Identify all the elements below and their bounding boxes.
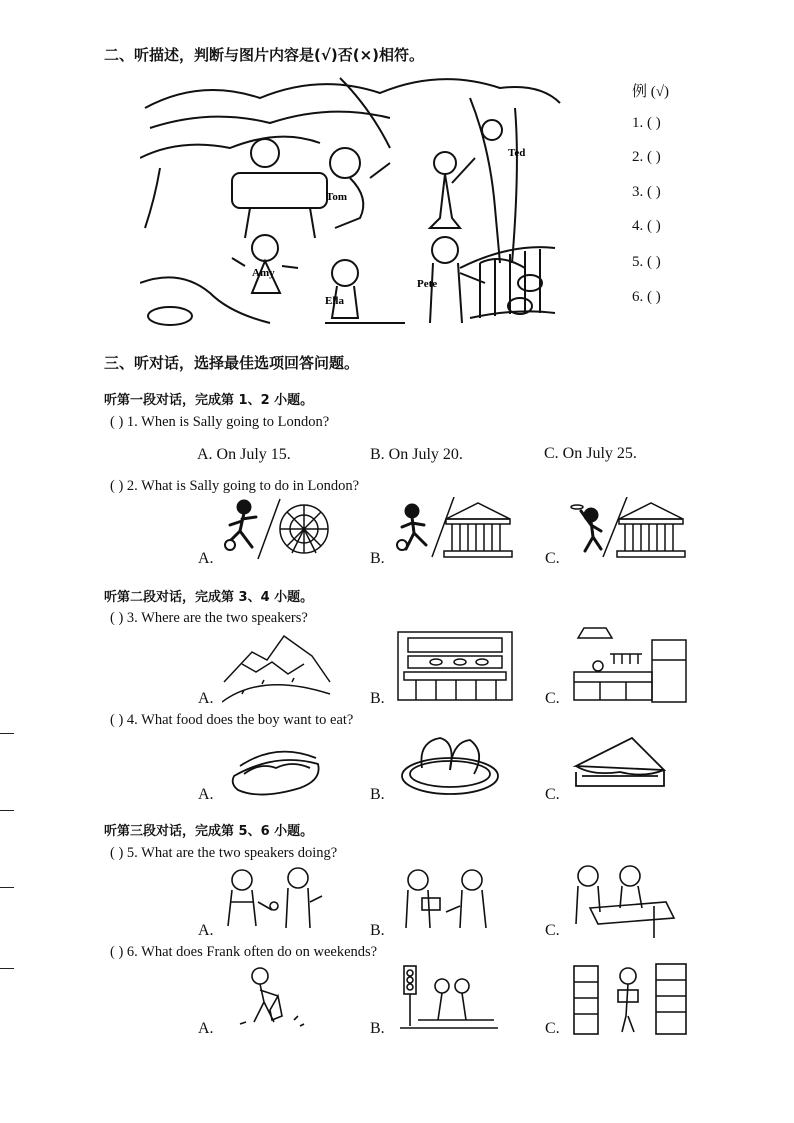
answer-blank-3[interactable]: 3. ( ) [632, 184, 661, 200]
football-ferris-wheel-image [222, 497, 342, 563]
two-people-desk-image [570, 862, 682, 940]
question-5: ( ) 5. What are the two speakers doing? [110, 845, 338, 861]
q2-option-b[interactable]: B. [370, 550, 385, 567]
part-1-instruction: 听第一段对话，完成第 1、2 小题。 [104, 393, 314, 408]
margin-mark [0, 810, 14, 811]
question-4: ( ) 4. What food does the boy want to eat? [110, 712, 354, 728]
park-scene-illustration [140, 68, 564, 332]
q3-option-a[interactable]: A. [198, 690, 214, 707]
answer-blank-1[interactable]: 1. ( ) [632, 115, 661, 131]
answer-example: 例 (√) [632, 84, 669, 100]
q4-option-a[interactable]: A. [198, 786, 214, 803]
two-people-gift-image [398, 866, 502, 940]
crossing-street-image [398, 964, 500, 1034]
margin-mark [0, 887, 14, 888]
q5-option-a[interactable]: A. [198, 922, 214, 939]
kitchen-image [570, 626, 690, 704]
q3-option-c[interactable]: C. [545, 690, 560, 707]
scene-label-pete: Pete [417, 278, 438, 290]
basketball-museum-image [567, 497, 689, 563]
answer-blank-6[interactable]: 6. ( ) [632, 289, 661, 305]
two-people-flowers-image [218, 866, 330, 940]
q6-option-b[interactable]: B. [370, 1020, 385, 1037]
margin-mark [0, 733, 14, 734]
part-2-instruction: 听第二段对话，完成第 3、4 小题。 [104, 590, 314, 605]
scene-label-ted: Ted [508, 147, 526, 159]
q4-option-c[interactable]: C. [545, 786, 560, 803]
scene-label-ella: Ella [325, 295, 344, 307]
restaurant-counter-image [396, 630, 514, 702]
picking-up-litter-image [234, 966, 314, 1032]
answer-blank-5[interactable]: 5. ( ) [632, 254, 661, 270]
q5-option-b[interactable]: B. [370, 922, 385, 939]
q1-option-b[interactable]: B. On July 20. [370, 446, 463, 463]
q4-option-b[interactable]: B. [370, 786, 385, 803]
section-2-title: 二、听描述，判断与图片内容是(√)否(×)相符。 [104, 46, 424, 64]
q1-option-a[interactable]: A. On July 15. [197, 446, 291, 463]
q2-option-a[interactable]: A. [198, 550, 214, 567]
part-3-instruction: 听第三段对话，完成第 5、6 小题。 [104, 824, 314, 839]
question-1: ( ) 1. When is Sally going to London? [110, 414, 330, 430]
margin-mark [0, 968, 14, 969]
section-3-title: 三、听对话，选择最佳选项回答问题。 [104, 354, 360, 372]
chicken-plate-image [400, 732, 500, 798]
scene-label-tom: Tom [326, 191, 347, 203]
q3-option-b[interactable]: B. [370, 690, 385, 707]
answer-blank-2[interactable]: 2. ( ) [632, 149, 661, 165]
question-3: ( ) 3. Where are the two speakers? [110, 610, 308, 626]
football-museum-image [394, 497, 516, 563]
scene-label-amy: Amy [252, 267, 275, 279]
library-books-image [572, 962, 688, 1036]
question-2: ( ) 2. What is Sally going to do in London? [110, 478, 360, 494]
answer-blank-4[interactable]: 4. ( ) [632, 218, 661, 234]
sandwich-image [572, 736, 668, 798]
q2-option-c[interactable]: C. [545, 550, 560, 567]
q6-option-c[interactable]: C. [545, 1020, 560, 1037]
question-6: ( ) 6. What does Frank often do on weekends? [110, 944, 378, 960]
hot-dog-image [230, 738, 322, 798]
q5-option-c[interactable]: C. [545, 922, 560, 939]
q1-option-c[interactable]: C. On July 25. [544, 445, 637, 462]
q6-option-a[interactable]: A. [198, 1020, 214, 1037]
mountain-image [222, 632, 332, 704]
